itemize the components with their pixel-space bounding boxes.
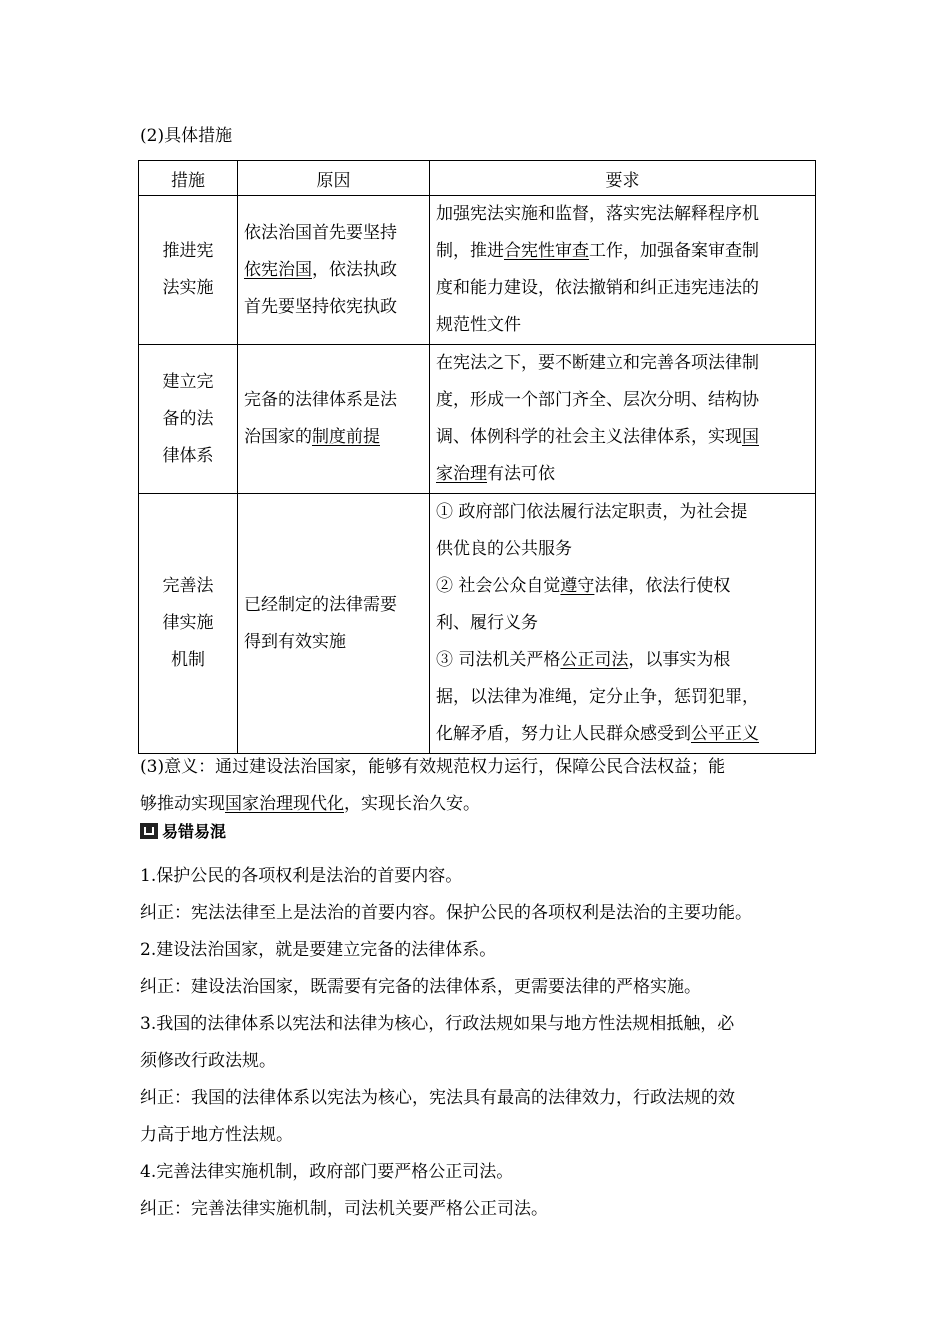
text-run: 加强宪法实施和监督，落实宪法解释程序机 <box>436 204 759 224</box>
error-statement: 3.我国的法律体系以宪法和法律为核心，行政法规如果与地方性法规相抵触，必 <box>140 1014 735 1034</box>
requirement-line <box>436 196 809 233</box>
error-section-heading <box>140 819 226 842</box>
text-run: 得到有效实施 <box>244 631 346 652</box>
measure-text: 法实施 <box>162 278 214 298</box>
text-run: 在宪法之下，要不断建立和完善各项法律制 <box>436 353 759 373</box>
reason-cell <box>238 494 430 754</box>
error-item <box>140 1154 752 1228</box>
text-run: 调、体例科学的社会主义法律体系，实现 <box>436 427 742 447</box>
measure-text: 机制 <box>171 650 205 670</box>
key-term: 国家治理现代化 <box>225 794 344 814</box>
table-header-row <box>139 161 816 196</box>
correction-label: 纠正： <box>140 1199 191 1219</box>
text-run: 制，推进 <box>436 241 504 261</box>
measure-cell <box>139 345 238 494</box>
header-requirement: 要求 <box>430 161 816 196</box>
text-run: 化解矛盾，努力让人民群众感受到 <box>436 724 691 744</box>
reason-line <box>244 624 423 661</box>
key-term: 遵守 <box>560 576 595 596</box>
error-list <box>140 858 752 1228</box>
measure-text: 律体系 <box>162 445 214 466</box>
key-term: 公正司法 <box>560 650 629 670</box>
text-run: ，依法执政 <box>312 259 397 280</box>
correction-text: 我国的法律体系以宪法为核心，宪法具有最高的法律效力，行政法规的效 <box>191 1088 735 1108</box>
text-run: 利、履行义务 <box>436 613 538 633</box>
text-run: ① 政府部门依法履行法定职责，为社会提 <box>436 502 748 522</box>
text-run: 供优良的公共服务 <box>436 539 572 559</box>
requirement-line <box>436 605 809 642</box>
reason-line <box>244 252 423 289</box>
text-run: 度，形成一个部门齐全、层次分明、结构协 <box>436 390 759 410</box>
measure-cell <box>139 494 238 754</box>
text-run: 够推动实现 <box>140 794 225 814</box>
error-statement: 须修改行政法规。 <box>140 1051 276 1071</box>
text-run: ，实现长治久安。 <box>344 794 480 814</box>
correction-label: 纠正： <box>140 1088 191 1108</box>
correction-text: 力高于地方性法规。 <box>140 1125 293 1145</box>
requirement-line <box>436 494 809 531</box>
text-run: 治国家的 <box>244 427 312 447</box>
requirement-line <box>436 419 809 456</box>
reason-line <box>244 419 423 456</box>
correction-text: 建设法治国家，既需要有完备的法律体系，更需要法律的严格实施。 <box>191 977 701 997</box>
text-run: 法律，依法行使权 <box>594 576 731 596</box>
table-row <box>139 494 816 754</box>
text-run: 完备的法律体系是法 <box>244 390 397 410</box>
correction-text: 完善法律实施机制，司法机关要严格公正司法。 <box>191 1199 548 1219</box>
section-heading: (2)具体措施 <box>140 126 233 146</box>
requirement-cell <box>430 345 816 494</box>
correction-label: 纠正： <box>140 903 191 923</box>
significance-paragraph <box>140 749 725 823</box>
key-term: 国 <box>742 427 759 447</box>
correction-line <box>140 1117 752 1154</box>
reason-line <box>244 382 423 419</box>
measure-cell <box>139 196 238 345</box>
error-statement: 4.完善法律实施机制，政府部门要严格公正司法。 <box>140 1162 514 1182</box>
header-reason: 原因 <box>238 161 430 196</box>
requirement-line <box>436 382 809 419</box>
correction-line <box>140 1191 752 1228</box>
text-run: 据，以法律为准绳，定分止争，惩罚犯罪， <box>436 687 759 707</box>
section-title: 易错易混 <box>162 822 227 841</box>
error-item <box>140 858 752 932</box>
significance-line <box>140 749 725 786</box>
requirement-line <box>436 270 809 307</box>
key-term: 公平正义 <box>691 724 759 744</box>
error-item <box>140 1006 752 1154</box>
text-run: 规范性文件 <box>436 315 521 335</box>
requirement-line <box>436 531 809 568</box>
significance-line <box>140 786 725 823</box>
reason-line <box>244 289 423 326</box>
requirement-line <box>436 345 809 382</box>
header-measure: 措施 <box>139 161 238 196</box>
text-run: 工作，加强备案审查制 <box>589 241 759 261</box>
table-row <box>139 345 816 494</box>
reason-line <box>244 215 423 252</box>
key-term: 合宪性审查 <box>504 241 589 261</box>
measure-text: 完善法 <box>162 576 214 596</box>
requirement-line <box>436 679 809 716</box>
text-run: ，以事实为根 <box>628 650 731 670</box>
reason-cell <box>238 345 430 494</box>
error-statement: 2.建设法治国家，就是要建立完备的法律体系。 <box>140 940 497 960</box>
text-run: 已经制定的法律需要 <box>244 594 397 615</box>
error-statement: 1.保护公民的各项权利是法治的首要内容。 <box>140 866 463 886</box>
table-row <box>139 196 816 345</box>
correction-text: 宪法法律至上是法治的首要内容。保护公民的各项权利是法治的主要功能。 <box>191 903 752 923</box>
key-term: 依宪治国 <box>244 259 312 280</box>
key-term: 制度前提 <box>312 427 380 447</box>
reason-cell <box>238 196 430 345</box>
correction-line <box>140 969 752 1006</box>
requirement-line <box>436 233 809 270</box>
error-item <box>140 932 752 1006</box>
requirement-line <box>436 568 809 605</box>
requirement-cell <box>430 196 816 345</box>
reason-line <box>244 587 423 624</box>
requirement-cell <box>430 494 816 754</box>
requirement-line <box>436 642 809 679</box>
text-run: 依法治国首先要坚持 <box>244 222 397 243</box>
requirement-line <box>436 716 809 753</box>
correction-line <box>140 1080 752 1117</box>
correction-label: 纠正： <box>140 977 191 997</box>
measure-text: 律实施 <box>162 613 214 633</box>
measure-text: 备的法 <box>162 408 214 429</box>
text-run: ② 社会公众自觉 <box>436 576 561 596</box>
requirement-line <box>436 307 809 344</box>
measure-text: 建立完 <box>162 371 214 392</box>
section-marker-icon <box>140 823 158 839</box>
text-run: (3)意义：通过建设法治国家，能够有效规范权力运行，保障公民合法权益；能 <box>140 757 726 777</box>
measures-table <box>138 160 816 754</box>
correction-line <box>140 895 752 932</box>
key-term: 家治理 <box>436 464 487 484</box>
text-run: 度和能力建设，依法撤销和纠正违宪违法的 <box>436 278 759 298</box>
text-run: 首先要坚持依宪执政 <box>244 296 397 317</box>
text-run: ③ 司法机关严格 <box>436 650 561 670</box>
requirement-line <box>436 456 809 493</box>
measure-text: 推进宪 <box>162 241 214 261</box>
text-run: 有法可依 <box>487 464 555 484</box>
